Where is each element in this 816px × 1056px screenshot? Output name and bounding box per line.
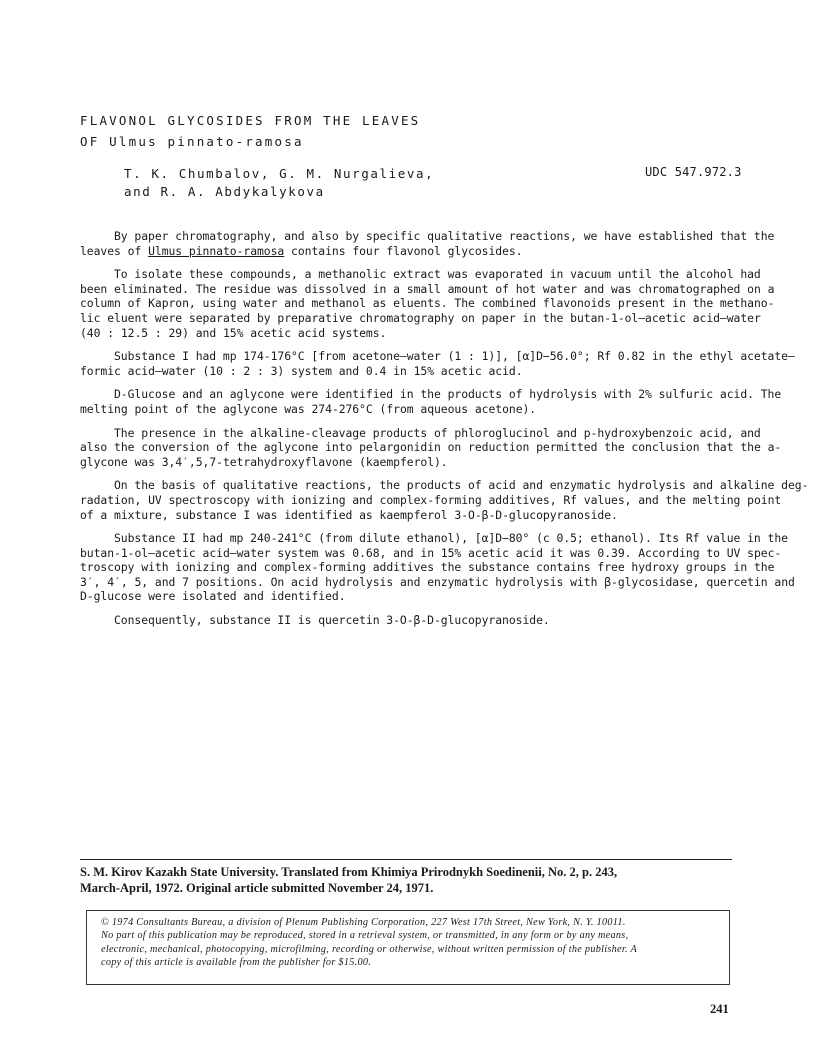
authors-line-1: T. K. Chumbalov, G. M. Nurgalieva, [124,166,435,181]
paragraph-line: Consequently, substance II is quercetin 3-O-β-D-glucopyranoside. [114,613,550,628]
article-body [80,229,809,637]
paragraph-line: column of Kapron, using water and methanol as eluents. The combined flavonoids present in the methano- [80,296,775,311]
paragraph-line: (40 : 12.5 : 29) and 15% acetic acid systems. [80,325,387,340]
paragraph-line: troscopy with ionizing and complex-forming additives the substance contains free hydroxy groups in the [80,560,775,575]
paragraph-6 [80,478,809,522]
inline-text: leaves of [80,243,149,258]
copyright-line-3: electronic, mechanical, photocopying, microfilming, recording or otherwise, without written permission of the publisher. A [101,943,638,955]
paragraph-line: melting point of the aglycone was 274-276°C (from aqueous acetone). [80,401,537,416]
paragraph-7 [80,531,795,604]
paragraph-line: of a mixture, substance I was identified as kaempferol 3-O-β-D-glucopyranoside. [80,507,618,522]
inline-text: contains four flavonol glycosides. [291,243,523,258]
paragraph-line: radation, UV spectroscopy with ionizing and complex-forming additives, Rf values, and the melting point [80,492,782,507]
paragraph-line: By paper chromatography, and also by specific qualitative reactions, we have established that the [114,229,775,243]
paragraph-5 [80,425,782,470]
title-line-2: OF Ulmus pinnato-ramosa [80,134,304,149]
paragraph-line: butan-1-ol—acetic acid—water system was 0.68, and in 15% acetic acid it was 0.39. According to UV spec- [80,545,782,560]
affiliation-footnote [80,864,740,896]
paragraph-line: On the basis of qualitative reactions, the products of acid and enzymatic hydrolysis and alkaline deg- [114,478,809,493]
paragraph-line: Substance I had mp 174-176°C [from acetone—water (1 : 1)], [α]D−56.0°; Rf 0.82 in the ethyl acetate— [114,349,795,364]
paragraph-line: D-glucose were isolated and identified. [80,589,346,604]
paragraph-line: lic eluent were separated by preparative chromatography on paper in the butan-1-ol—acetic acid—water [80,310,761,325]
paragraph-line: The presence in the alkaline-cleavage products of phloroglucinol and p-hydroxybenzoic acid, and [114,425,761,440]
paragraph-3 [80,349,795,378]
author-list [124,165,434,201]
species-name: Ulmus pinnato-ramosa [148,243,285,258]
paragraph-2 [80,267,775,340]
copyright-line-2: No part of this publication may be reproduced, stored in a retrieval system, or transmitted, in any form or by any means, [101,930,629,942]
paragraph-1 [80,229,775,258]
paragraph-8 [80,613,730,628]
paragraph-line: glycone was 3,4′,5,7-tetrahydroxyflavone (kaempferol). [80,454,448,469]
footnote-line-1: S. M. Kirov Kazakh State University. Translated from Khimiya Prirodnykh Soedinenii, No. 2, p. 243, [80,865,618,879]
copyright-line-1: © 1974 Consultants Bureau, a division of Plenum Publishing Corporation, 227 West 17th Street, New York, N. Y. 10011. [101,917,626,928]
article-title [80,110,420,152]
copyright-notice [86,910,730,985]
authors-line-2: and R. A. Abdykalykova [124,184,325,199]
paragraph-line: also the conversion of the aglycone into pelargonidin on reduction permitted the conclusion that the a- [80,440,782,455]
paragraph-4 [80,387,782,416]
page-number: 241 [710,1002,729,1016]
paragraph-line: Substance II had mp 240-241°C (from dilute ethanol), [α]D−80° (c 0.5; ethanol). Its Rf value in the [114,531,788,546]
paragraph-line [80,244,730,259]
paragraph-line: been eliminated. The residue was dissolved in a small amount of hot water and was chromatographed on a [80,281,775,296]
paragraph-line: 3′, 4′, 5, and 7 positions. On acid hydrolysis and enzymatic hydrolysis with β-glycosidase, quercetin and [80,574,795,589]
udc-code: UDC 547.972.3 [645,165,742,179]
title-line-1: FLAVONOL GLYCOSIDES FROM THE LEAVES [80,113,421,128]
copyright-line-4: copy of this article is available from the publisher for $15.00. [101,957,372,969]
footnote-line-2: March-April, 1972. Original article submitted November 24, 1971. [80,881,434,895]
footnote-divider [80,859,732,860]
paragraph-line: formic acid—water (10 : 2 : 3) system and 0.4 in 15% acetic acid. [80,363,523,378]
paragraph-line: To isolate these compounds, a methanolic extract was evaporated in vacuum until the alcohol had [114,267,761,282]
paragraph-line: D-Glucose and an aglycone were identified in the products of hydrolysis with 2% sulfuric acid. The [114,387,782,402]
